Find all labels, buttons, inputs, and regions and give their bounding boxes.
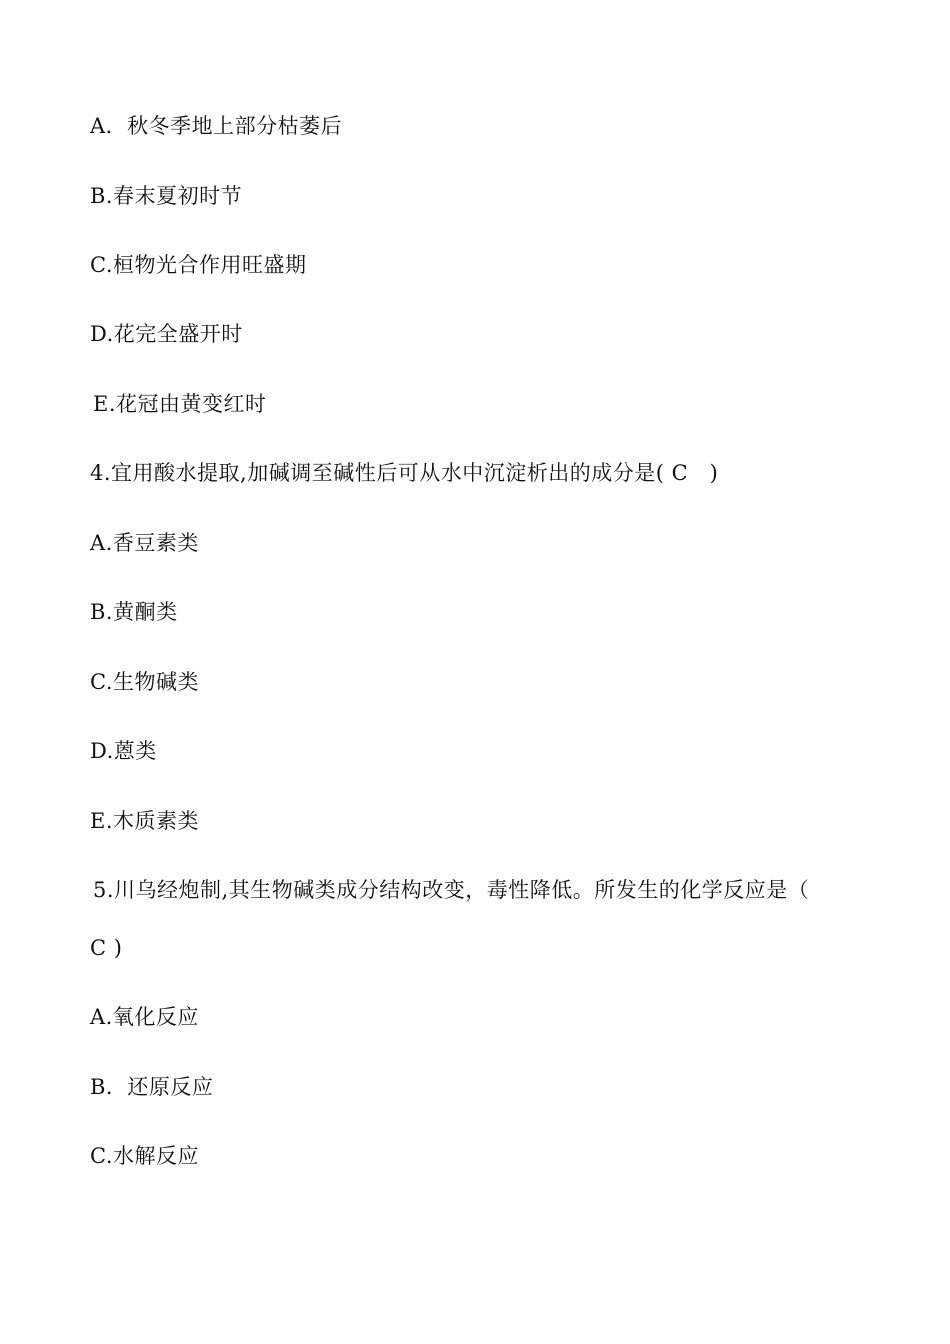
question-5: 5.川乌经炮制,其生物碱类成分结构改变，毒性降低。所发生的化学反应是（ (93, 878, 810, 902)
option-b-q5: B．还原反应 (90, 1075, 214, 1099)
option-a-q5: A.氧化反应 (90, 1005, 199, 1029)
question-4: 4.宜用酸水提取,加碱调至碱性后可从水中沉淀析出的成分是( C ) (90, 461, 719, 485)
option-c-q4: C.生物碱类 (90, 670, 199, 694)
option-d-q3: D.花完全盛开时 (90, 322, 243, 346)
option-d-q4: D.蒽类 (90, 739, 157, 763)
option-a-q4: A.香豆素类 (90, 531, 199, 555)
option-c-q5: C.水解反应 (90, 1144, 199, 1168)
option-b-q3: B.春末夏初时节 (90, 184, 243, 208)
option-e-q3: E.花冠由黄变红时 (93, 392, 267, 416)
option-b-q4: B.黄酮类 (90, 600, 178, 624)
option-a-q3: A．秋冬季地上部分枯萎后 (90, 114, 343, 138)
option-e-q4: E.木质素类 (90, 809, 200, 833)
option-c-q3: C.桓物光合作用旺盛期 (90, 253, 307, 277)
question-5-answer: C ) (90, 936, 123, 960)
